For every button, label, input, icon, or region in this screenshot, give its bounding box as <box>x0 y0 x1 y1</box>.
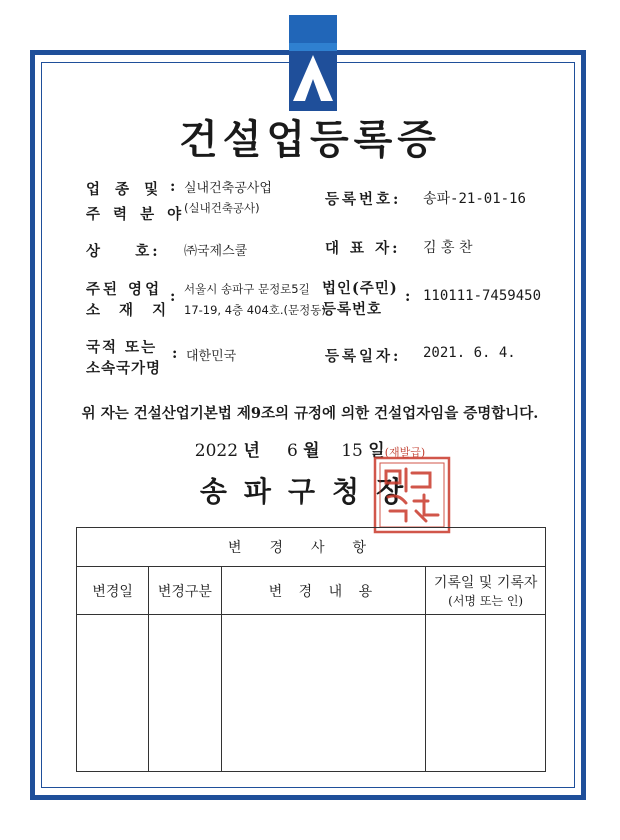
trade-name-label: 상 호: <box>86 243 161 260</box>
reg-date-value: 2021. 6. 4. <box>423 345 516 361</box>
issue-month-unit: 월 <box>303 441 320 461</box>
document-title: 건설업등록증 <box>179 116 441 163</box>
issue-year-unit: 년 <box>243 441 260 461</box>
representative-label: 대 표 자: <box>325 240 401 257</box>
nationality-label-2: 소속국가명 <box>86 360 162 377</box>
representative-value: 김 홍 찬 <box>423 240 473 256</box>
col-record-line1: 기록일 및 기록자 <box>433 575 538 591</box>
col-record-info <box>426 567 546 615</box>
address-value-2: 17-19, 4층 404호.(문정동) <box>184 303 326 317</box>
issue-month: 6 <box>286 441 298 461</box>
reg-no-label: 등록번호: <box>325 191 402 208</box>
issue-day-unit: 일 <box>368 441 385 461</box>
issue-day: 15 <box>341 441 363 461</box>
col-record-line2: (서명 또는 인) <box>448 594 524 608</box>
business-type-label-1: 업 종 및 <box>86 181 164 198</box>
table-row <box>77 615 546 772</box>
issue-year: 2022 <box>194 441 239 461</box>
emblem-logo-icon <box>289 15 337 111</box>
trade-name-value: ㈜국제스쿨 <box>184 244 248 259</box>
nationality-label-1: 국적 또는 <box>86 339 158 356</box>
change-history-table <box>76 527 546 772</box>
reg-no-value: 송파-21-01-16 <box>423 191 526 207</box>
col-change-type: 변경구분 <box>149 567 221 615</box>
address-label-1: 주된 영업 <box>86 281 163 298</box>
corp-no-label-2: 등록번호 <box>322 301 383 318</box>
reissue-note: (재발급) <box>384 446 426 459</box>
issue-date <box>0 436 620 461</box>
official-seal-icon <box>372 455 452 535</box>
nationality-value: 대한민국 <box>186 349 237 364</box>
business-type-value: 실내건축공사업 <box>184 181 272 196</box>
reg-date-label: 등록일자: <box>325 348 402 365</box>
col-change-date: 변경일 <box>77 567 149 615</box>
change-table-title: 변경사항 <box>77 528 546 567</box>
address-label-2: 소 재 지 <box>86 302 174 319</box>
business-type-label-2: 주 력 분 야 <box>86 206 186 223</box>
col-change-content: 변 경 내 용 <box>221 567 426 615</box>
business-type-sub: (실내건축공사) <box>184 201 260 215</box>
address-value-1: 서울시 송파구 문정로5길 <box>184 282 310 296</box>
corp-no-value: 110111-7459450 <box>423 288 542 304</box>
certification-statement: 위 자는 건설산업기본법 제9조의 규정에 의한 건설업자임을 증명합니다. <box>81 405 539 422</box>
issuer-name: 송파구청장 <box>199 475 421 508</box>
corp-no-label-1: 법인(주민) <box>322 280 398 297</box>
